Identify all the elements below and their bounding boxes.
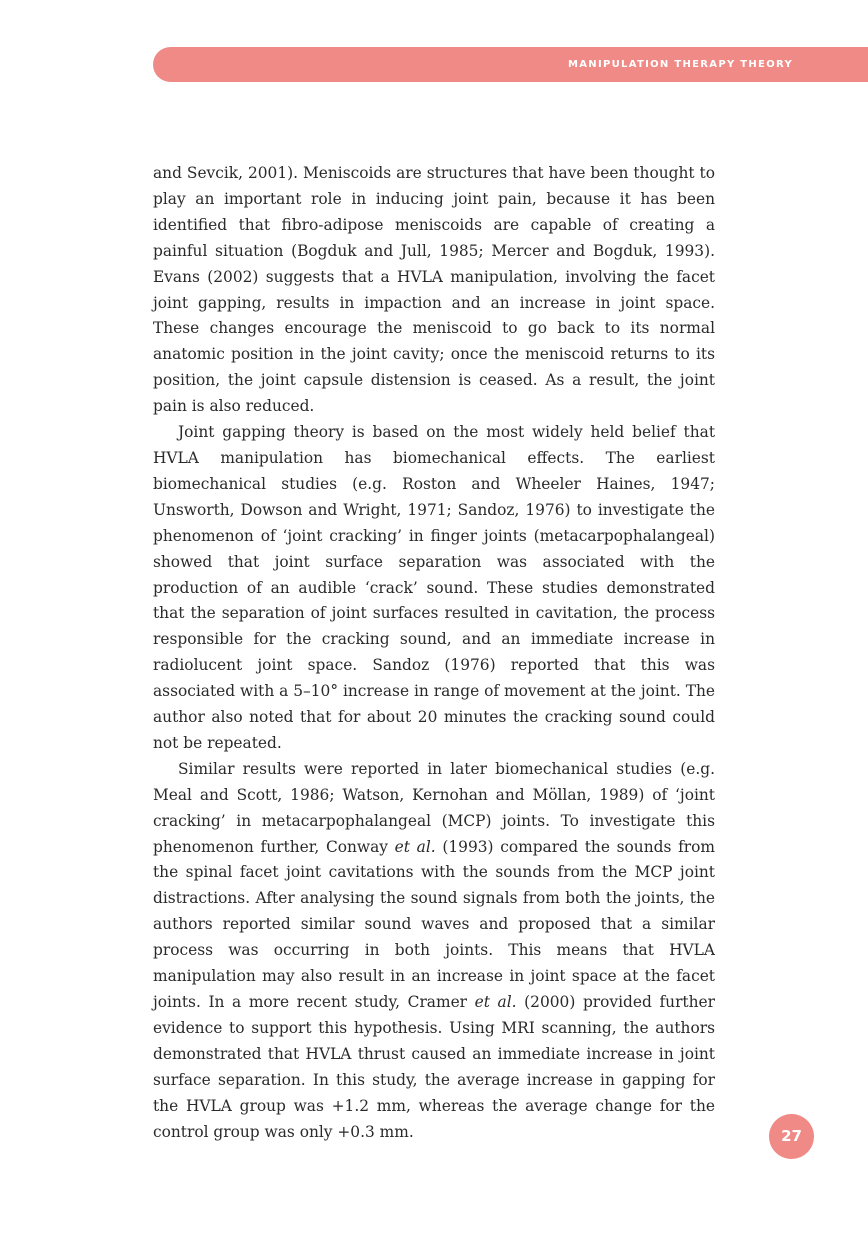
paragraph-text: Similar results were reported in later biomechanical studies (e.g. Meal and Scott, 1986; Watson, Kernohan and Möllan, 1989) of ‘joint cracking’ in metacarpophalangeal (MCP) joints. To investigate this phenomenon further, Conway: [153, 759, 715, 856]
paragraph: [153, 757, 715, 1146]
paragraph: [153, 161, 715, 420]
paragraph-text: (2000) provided further evidence to support this hypothesis. Using MRI scanning, the authors demonstrated that HVLA thrust caused an immediate increase in joint surface separation. In this study, the average increase in gapping for the HVLA group was +1.2 mm, whereas the average change for the control group was only +0.3 mm.: [153, 993, 715, 1141]
paragraph: [153, 420, 715, 757]
italic-citation: et al.: [394, 837, 436, 856]
paragraph-text: and Sevcik, 2001). Meniscoids are structures that have been thought to play an important role in inducing joint pain, because it has been identified that fibro-adipose meniscoids are capable of creating a painful situation (Bogduk and Jull, 1985; Mercer and Bogduk, 1993). Evans (2002) suggests that a HVLA manipulation, involving the facet joint gapping, results in impaction and an increase in joint space. These changes encourage the meniscoid to go back to its normal anatomic position in the joint cavity; once the meniscoid returns to its position, the joint capsule distension is ceased. As a result, the joint pain is also reduced.: [153, 164, 715, 416]
body-text: [153, 161, 715, 1145]
paragraph-text: Joint gapping theory is based on the most widely held belief that HVLA manipulation has biomechanical effects. The earliest biomechanical studies (e.g. Roston and Wheeler Haines, 1947; Unsworth, Dowson and Wright, 1971; Sandoz, 1976) to investigate the phenomenon of ‘joint cracking’ in finger joints (metacarpophalangeal) showed that joint surface separation was associated with the production of an audible ‘crack’ sound. These studies demonstrated that the separation of joint surfaces resulted in cavitation, the process responsible for the cracking sound, and an immediate increase in radiolucent joint space. Sandoz (1976) reported that this was associated with a 5–10° increase in range of movement at the joint. The author also noted that for about 20 minutes the cracking sound could not be repeated.: [153, 423, 715, 752]
running-header-title: MANIPULATION THERAPY THEORY: [568, 59, 793, 70]
italic-citation: et al.: [474, 993, 517, 1011]
page-number: 27: [769, 1114, 814, 1159]
running-header: [153, 47, 868, 82]
paragraph-text: (1993) compared the sounds from the spinal facet joint cavitations with the sounds from the MCP joint distractions. After analysing the sound signals from both the joints, the authors reported similar sound waves and proposed that a similar process was occurring in both joints. This means that HVLA manipulation may also result in an increase in joint space at the facet joints. In a more recent study, Cramer: [153, 837, 715, 1011]
